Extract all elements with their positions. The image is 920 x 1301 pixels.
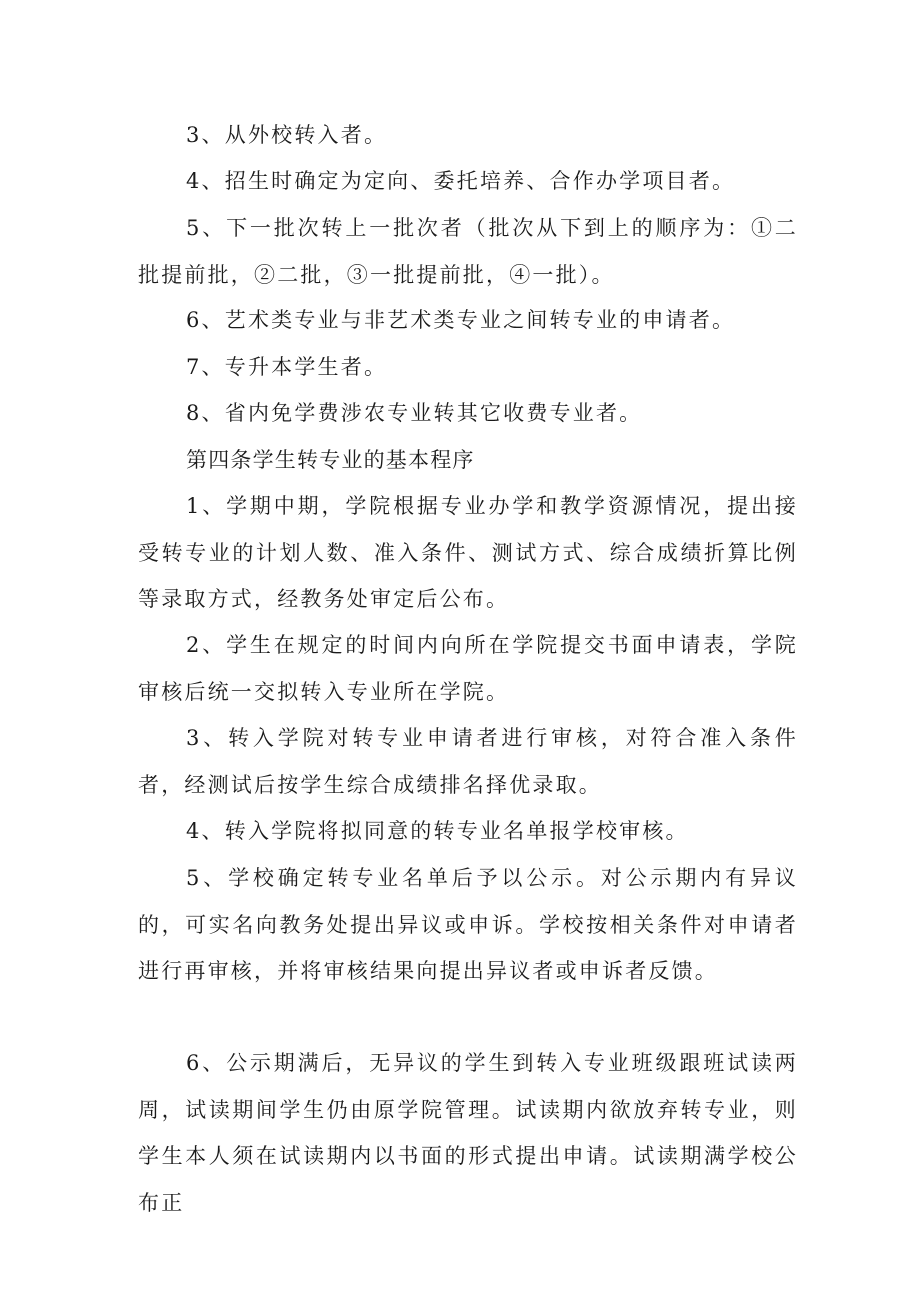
paragraph-item-6: 6、艺术类专业与非艺术类专业之间转专业的申请者。 (186, 308, 736, 332)
paragraph-item-3: 3、从外校转入者。 (186, 123, 388, 147)
procedure-step-6: 6、公示期满后，无异议的学生到转入专业班级跟班试读两周，试读期间学生仍由原学院管理。试读期内欲放弃转专业，则学生本人须在试读期内以书面的形式提出申请。试读期满学校公布正 (138, 1051, 798, 1215)
paragraph-item-5: 5、下一批次转上一批次者（批次从下到上的顺序为：①二批提前批，②二批，③一批提前批，④一批）。 (138, 216, 798, 287)
procedure-step-2: 2、学生在规定的时间内向所在学院提交书面申请表，学院审核后统一交拟转入专业所在学院。 (138, 633, 798, 704)
procedure-step-1: 1、学期中期，学院根据专业办学和教学资源情况，提出接受转专业的计划人数、准入条件、测试方式、综合成绩折算比例等录取方式，经教务处审定后公布。 (138, 494, 798, 611)
paragraph-item-7: 7、专升本学生者。 (186, 355, 388, 379)
procedure-step-3: 3、转入学院对转专业申请者进行审核，对符合准入条件者，经测试后按学生综合成绩排名择优录取。 (138, 726, 798, 797)
paragraph-item-4: 4、招生时确定为定向、委托培养、合作办学项目者。 (186, 169, 736, 193)
procedure-step-4: 4、转入学院将拟同意的转专业名单报学校审核。 (186, 819, 689, 843)
paragraph-item-8: 8、省内免学费涉农专业转其它收费专业者。 (186, 401, 643, 425)
section-heading: 第四条学生转专业的基本程序 (186, 448, 475, 472)
procedure-step-5: 5、学校确定转专业名单后予以公示。对公示期内有异议的，可实名向教务处提出异议或申诉。学校按相关条件对申请者进行再审核，并将审核结果向提出异议者或申诉者反馈。 (138, 866, 798, 983)
